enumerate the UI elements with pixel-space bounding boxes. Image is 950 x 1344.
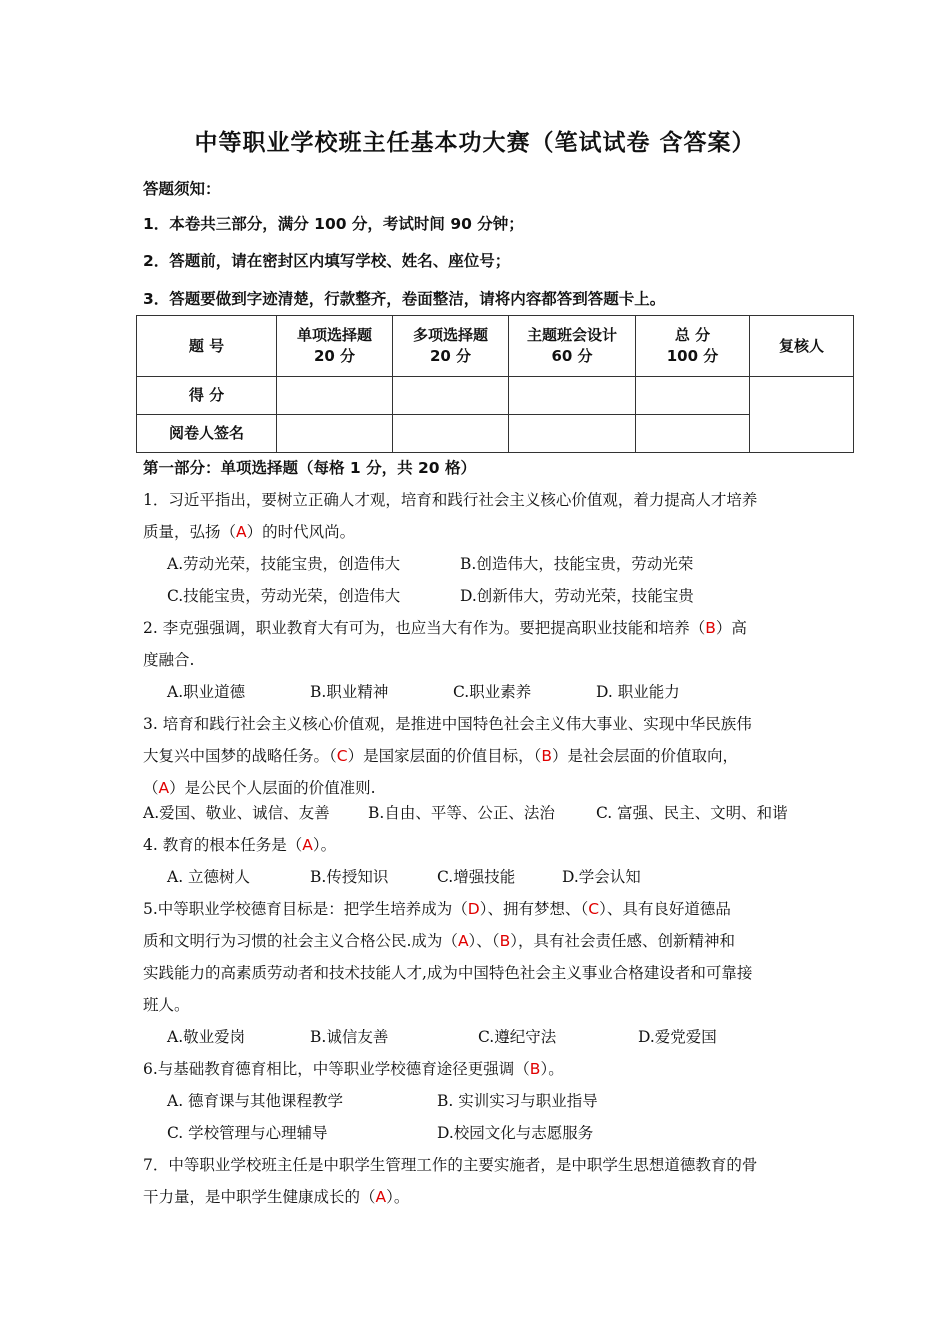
answer: A: [158, 779, 170, 797]
grader-cell: [277, 415, 393, 453]
question-line: （A）是公民个人层面的价值准则.: [143, 779, 376, 797]
option: B.传授知识: [310, 868, 389, 886]
question-line: 5.中等职业学校德育目标是：把学生培养成为（D）、拥有梦想、（C）、具有良好道德品: [143, 900, 731, 918]
notice-item: 3．答题要做到字迹清楚，行款整齐，卷面整洁，请将内容都答到答题卡上。: [143, 290, 666, 308]
option: D. 职业能力: [596, 683, 680, 701]
question-line: 7．中等职业学校班主任是中职学生管理工作的主要实施者，是中职学生思想道德教育的骨: [143, 1156, 758, 1174]
option: C. 学校管理与心理辅导: [167, 1124, 328, 1142]
question-line: 6.与基础教育德育相比，中等职业学校德育途径更强调（B）。: [143, 1060, 564, 1078]
option: D.创新伟大，劳动光荣，技能宝贵: [460, 587, 694, 605]
notice-item: 1．本卷共三部分，满分 100 分，考试时间 90 分钟；: [143, 215, 524, 233]
option: C.技能宝贵，劳动光荣，创造伟大: [167, 587, 401, 605]
notice-heading: 答题须知：: [143, 180, 221, 198]
row-score-label: 得 分: [137, 377, 277, 415]
part1-heading: 第一部分：单项选择题（每格 1 分，共 20 格）: [143, 459, 476, 477]
question-line: 质量，弘扬（A）的时代风尚。: [143, 523, 356, 541]
header-total: 总 分 100 分: [636, 316, 750, 377]
answer: C: [588, 900, 600, 918]
grader-cell: [393, 415, 509, 453]
score-cell: [509, 377, 636, 415]
option: A. 立德树人: [167, 868, 251, 886]
reviewer-cell: [750, 377, 854, 453]
question-line: 干力量，是中职学生健康成长的（A）。: [143, 1188, 410, 1206]
option: A.劳动光荣，技能宝贵，创造伟大: [167, 555, 401, 573]
header-multi-choice: 多项选择题 20 分: [393, 316, 509, 377]
option: C.遵纪守法: [478, 1028, 557, 1046]
score-cell: [636, 377, 750, 415]
option: A.敬业爱岗: [167, 1028, 246, 1046]
row-grader-label: 阅卷人签名: [137, 415, 277, 453]
answer: B: [499, 932, 511, 950]
option: D.爱党爱国: [638, 1028, 717, 1046]
answer: C: [336, 747, 348, 765]
option: B.职业精神: [310, 683, 389, 701]
option: A.职业道德: [167, 683, 246, 701]
option: D.学会认知: [562, 868, 641, 886]
question-line: 度融合.: [143, 651, 195, 669]
notice-item: 2．答题前，请在密封区内填写学校、姓名、座位号；: [143, 252, 511, 270]
header-single-choice: 单项选择题 20 分: [277, 316, 393, 377]
answer: A: [236, 523, 247, 541]
question-line: 质和文明行为习惯的社会主义合格公民.成为（A）、（B），具有社会责任感、创新精神和: [143, 932, 735, 950]
grader-cell: [509, 415, 636, 453]
header-question-number: 题 号: [137, 316, 277, 377]
answer: A: [375, 1188, 387, 1206]
option: C.职业素养: [453, 683, 532, 701]
option: D.校园文化与志愿服务: [437, 1124, 594, 1142]
option: C.增强技能: [437, 868, 516, 886]
answer: D: [467, 900, 480, 918]
question-line: 4. 教育的根本任务是（A）。: [143, 836, 337, 854]
score-cell: [393, 377, 509, 415]
answer: A: [302, 836, 313, 854]
question-line: 大复兴中国梦的战略任务。（C）是国家层面的价值目标，（B）是社会层面的价值取向，: [143, 747, 739, 765]
question-line: 班人。: [143, 996, 190, 1014]
page-title: 中等职业学校班主任基本功大赛（笔试试卷 含答案）: [194, 130, 756, 156]
answer: B: [541, 747, 552, 765]
option: B.自由、平等、公正、法治: [368, 804, 555, 822]
question-line: 3. 培育和践行社会主义核心价值观，是推进中国特色社会主义伟大事业、实现中华民族伟: [143, 715, 752, 733]
header-class-meeting: 主题班会设计 60 分: [509, 316, 636, 377]
option: A.爱国、敬业、诚信、友善: [143, 804, 330, 822]
option: B.诚信友善: [310, 1028, 389, 1046]
question-line: 实践能力的高素质劳动者和技术技能人才,成为中国特色社会主义事业合格建设者和可靠接: [143, 964, 753, 982]
question-line: 1．习近平指出，要树立正确人才观，培育和践行社会主义核心价值观，着力提高人才培养: [143, 491, 758, 509]
question-line: 2. 李克强强调，职业教育大有可为，也应当大有作为。要把提高职业技能和培养（B）高: [143, 619, 747, 637]
option: A. 德育课与其他课程教学: [167, 1092, 344, 1110]
score-cell: [277, 377, 393, 415]
header-reviewer: 复核人: [750, 316, 854, 377]
option: C. 富强、民主、文明、和谐: [596, 804, 788, 822]
score-table: [136, 315, 854, 453]
grader-cell: [636, 415, 750, 453]
option: B. 实训实习与职业指导: [437, 1092, 598, 1110]
answer: A: [457, 932, 469, 950]
answer: B: [705, 619, 716, 637]
answer: B: [529, 1060, 541, 1078]
option: B.创造伟大，技能宝贵，劳动光荣: [460, 555, 694, 573]
